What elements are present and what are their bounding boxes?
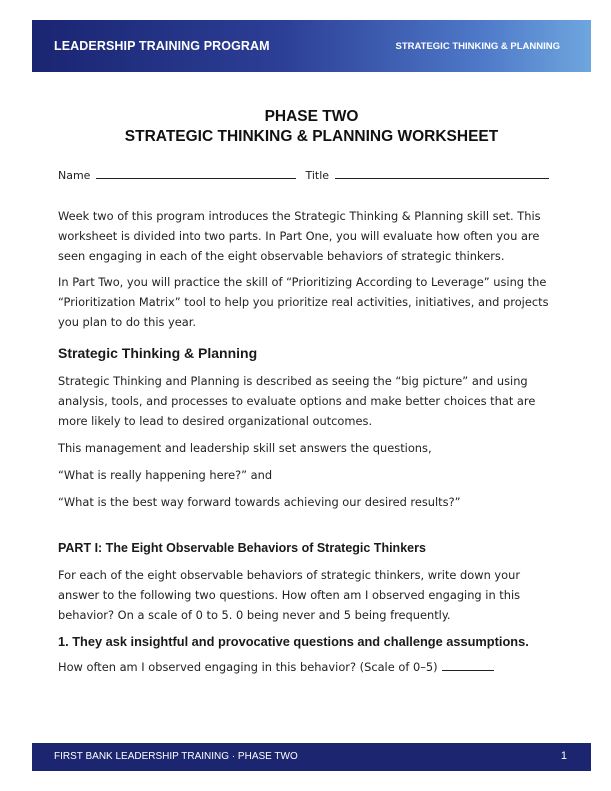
title-field[interactable] xyxy=(335,168,549,179)
section-paragraph-2: This management and leadership skill set answers the questions, xyxy=(58,441,432,455)
part1-heading: PART I: The Eight Observable Behaviors of Strategic Thinkers xyxy=(58,541,426,555)
part1-instructions: For each of the eight observable behaviors of strategic thinkers, write down your answer to the following two questions. How often am I observed engaging in this behavior? On a scale of 0 to 5. 0 being never and 5 being frequently. xyxy=(58,568,521,622)
section-heading-strategic-thinking: Strategic Thinking & Planning xyxy=(58,345,258,361)
program-title: LEADERSHIP TRAINING PROGRAM xyxy=(54,39,270,53)
page-number: 1 xyxy=(560,750,567,762)
name-label: Name xyxy=(58,169,91,182)
answer-field[interactable] xyxy=(442,660,494,671)
intro-paragraph-2: In Part Two, you will practice the skill of “Prioritizing According to Leverage” using the “Prioritization Matrix” tool to help you prioritize real activities, initiatives, and projects you plan to do this year. xyxy=(58,275,549,329)
name-field[interactable] xyxy=(96,168,296,179)
section-title: STRATEGIC THINKING & PLANNING xyxy=(395,41,560,52)
question-2: “What is the best way forward towards achieving our desired results?” xyxy=(58,495,461,509)
worksheet-title: STRATEGIC THINKING & PLANNING WORKSHEET xyxy=(124,128,499,145)
worksheet-phase-title: PHASE TWO xyxy=(264,108,359,125)
name-title-row xyxy=(58,168,578,182)
intro-paragraph-1: Week two of this program introduces the Strategic Thinking & Planning skill set. This worksheet is divided into two parts. In Part One, you will evaluate how often you are seen engaging in each of the eight observable behaviors of strategic thinkers. xyxy=(58,209,541,263)
footer-label: FIRST BANK LEADERSHIP TRAINING · PHASE TWO xyxy=(54,751,298,762)
behavior-item-1: 1. They ask insightful and provocative questions and challenge assumptions. xyxy=(58,634,529,649)
worksheet-page xyxy=(32,20,591,771)
section-paragraph-1: Strategic Thinking and Planning is described as seeing the “big picture” and using analysis, tools, and processes to evaluate options and make better choices that are more likely to lead to desired organizational outcomes. xyxy=(58,374,536,428)
page-header xyxy=(32,20,591,72)
question-1: “What is really happening here?” and xyxy=(58,468,273,482)
behavior-question: How often am I observed engaging in this behavior? (Scale of 0–5) xyxy=(58,660,438,674)
page-footer xyxy=(32,743,591,771)
behavior-question-row xyxy=(58,657,558,677)
title-label: Title xyxy=(305,169,330,182)
